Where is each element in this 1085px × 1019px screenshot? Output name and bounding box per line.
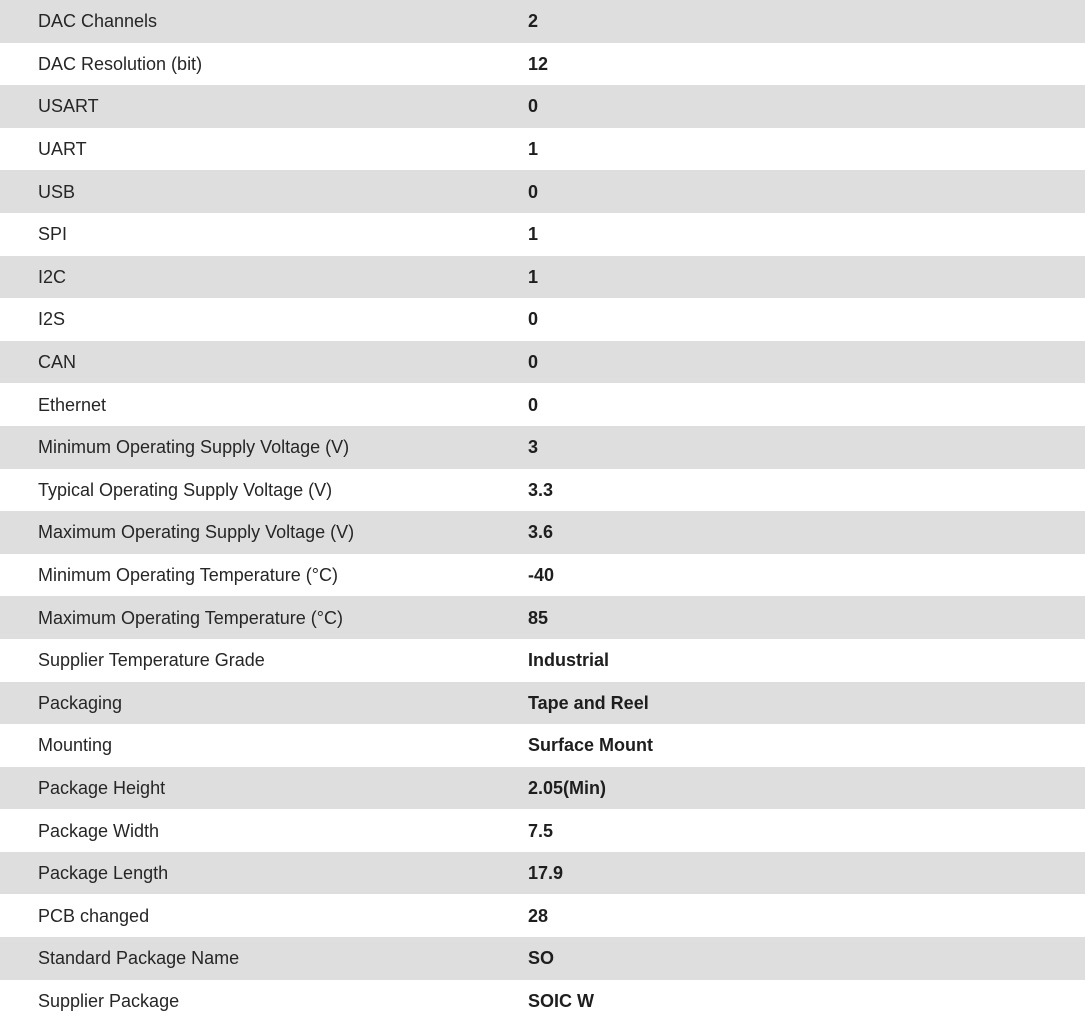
spec-value: 3.6 [528, 511, 1085, 554]
spec-label: I2S [0, 298, 528, 341]
spec-value: -40 [528, 554, 1085, 597]
spec-label: USB [0, 170, 528, 213]
spec-label: DAC Channels [0, 0, 528, 43]
spec-value: 28 [528, 894, 1085, 937]
table-row [0, 809, 1085, 852]
table-row [0, 767, 1085, 810]
spec-label: USART [0, 85, 528, 128]
table-row [0, 0, 1085, 43]
table-row [0, 128, 1085, 171]
spec-label: I2C [0, 256, 528, 299]
spec-label: SPI [0, 213, 528, 256]
spec-value: 85 [528, 596, 1085, 639]
table-row [0, 639, 1085, 682]
spec-label: Supplier Package [0, 980, 528, 1019]
spec-value: 0 [528, 341, 1085, 384]
spec-value: Industrial [528, 639, 1085, 682]
table-row [0, 554, 1085, 597]
spec-value: 12 [528, 43, 1085, 86]
table-row [0, 937, 1085, 980]
spec-value: 2 [528, 0, 1085, 43]
spec-value: 1 [528, 256, 1085, 299]
spec-value: 3.3 [528, 469, 1085, 512]
spec-label: Mounting [0, 724, 528, 767]
table-row [0, 469, 1085, 512]
table-row [0, 894, 1085, 937]
table-row [0, 341, 1085, 384]
table-row [0, 596, 1085, 639]
spec-label: UART [0, 128, 528, 171]
spec-value: SOIC W [528, 980, 1085, 1019]
spec-label: Package Length [0, 852, 528, 895]
table-row [0, 298, 1085, 341]
spec-value: Tape and Reel [528, 682, 1085, 725]
spec-label: PCB changed [0, 894, 528, 937]
spec-label: Typical Operating Supply Voltage (V) [0, 469, 528, 512]
spec-value: 0 [528, 298, 1085, 341]
spec-label: CAN [0, 341, 528, 384]
table-row [0, 682, 1085, 725]
table-row [0, 852, 1085, 895]
spec-label: Minimum Operating Supply Voltage (V) [0, 426, 528, 469]
table-row [0, 256, 1085, 299]
spec-label: Ethernet [0, 383, 528, 426]
table-row [0, 383, 1085, 426]
spec-label: Maximum Operating Supply Voltage (V) [0, 511, 528, 554]
table-row [0, 170, 1085, 213]
table-row [0, 724, 1085, 767]
spec-value: 0 [528, 85, 1085, 128]
spec-label: DAC Resolution (bit) [0, 43, 528, 86]
spec-label: Supplier Temperature Grade [0, 639, 528, 682]
spec-value: 1 [528, 128, 1085, 171]
table-row [0, 213, 1085, 256]
table-row [0, 511, 1085, 554]
table-row [0, 426, 1085, 469]
spec-label: Package Width [0, 809, 528, 852]
table-row [0, 43, 1085, 86]
table-row [0, 980, 1085, 1019]
spec-label: Minimum Operating Temperature (°C) [0, 554, 528, 597]
table-row [0, 85, 1085, 128]
spec-value: SO [528, 937, 1085, 980]
spec-value: 3 [528, 426, 1085, 469]
spec-value: 0 [528, 383, 1085, 426]
spec-value: 2.05(Min) [528, 767, 1085, 810]
spec-label: Package Height [0, 767, 528, 810]
spec-value: 7.5 [528, 809, 1085, 852]
spec-label: Standard Package Name [0, 937, 528, 980]
spec-value: Surface Mount [528, 724, 1085, 767]
spec-value: 0 [528, 170, 1085, 213]
spec-label: Maximum Operating Temperature (°C) [0, 596, 528, 639]
spec-value: 17.9 [528, 852, 1085, 895]
spec-value: 1 [528, 213, 1085, 256]
spec-label: Packaging [0, 682, 528, 725]
